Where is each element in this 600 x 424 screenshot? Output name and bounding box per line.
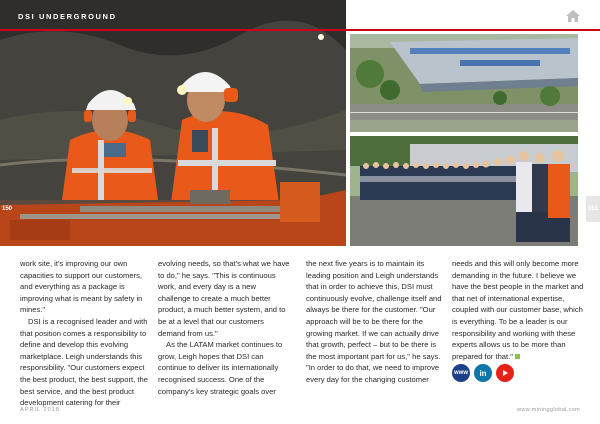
section-label: DSI UNDERGROUND xyxy=(18,12,117,21)
photo-team-group xyxy=(350,136,578,246)
paragraph: DSI is a recognised leader and with that position comes a responsibility to define and develop this evolving marketplace. Leigh understands this responsibility. "Our customers expect the best product, the best support, the best service, and the best product development catering for their xyxy=(20,316,148,408)
linkedin-icon-label: in xyxy=(479,368,487,378)
www-icon[interactable] xyxy=(452,364,470,382)
home-icon[interactable] xyxy=(565,9,581,23)
factory-illustration xyxy=(350,34,578,132)
page-number-right: 151 xyxy=(586,196,600,222)
youtube-icon[interactable] xyxy=(496,364,514,382)
article-column-3 xyxy=(306,258,442,386)
team-illustration xyxy=(350,136,578,246)
paragraph: As the LATAM market continues to grow, Leigh hopes that DSI can continue to deliver its internationally recognised success. One of the company's key strategic goals over xyxy=(158,340,283,396)
footer-website[interactable]: www.miningglobal.com xyxy=(517,407,580,413)
article-column-2 xyxy=(158,258,290,397)
paragraph: work site, it's improving our own capacities to support our customers, and everything as a package is improving what is meant by safety in mines." xyxy=(20,259,143,315)
photo-miners-underground xyxy=(0,0,346,246)
paragraph: evolving needs, so that's what we have to do," he says. "This is continuous work, and every day is a new challenge to create a much better product, a much better system, and to be at a level that our customers demand from us." xyxy=(158,259,290,338)
www-icon-label: www xyxy=(453,370,468,376)
footer-date: APRIL 2018 xyxy=(20,407,60,413)
page-number-left: 150 xyxy=(1,206,12,212)
photo-factory-aerial xyxy=(350,34,578,132)
paragraph-text: needs and this will only become more demanding in the future. I believe we have the best people in the market and that net of international expertise, coupled with our customer base, which is everything. To be a leader is our responsibility and working with these experts allows us to be more than prepared for that." xyxy=(452,259,584,361)
article-column-4 xyxy=(452,258,586,362)
miners-illustration xyxy=(0,0,346,246)
header-rule xyxy=(0,29,600,31)
paragraph: the next five years is to maintain its leading position and Leigh understands that in order to achieve this, DSI must continuously evolve, challenge itself and always be there for the customer. "Our approach will be to be there for the growing market. If we can actually drive that growth, perfect – but to be there is the most important part for us," he says. "In order to do that, we need to improve every day for the changing customer xyxy=(306,259,442,384)
linkedin-icon[interactable] xyxy=(474,364,492,382)
end-of-article-mark xyxy=(515,354,520,359)
paragraph xyxy=(452,258,586,362)
article-column-1 xyxy=(20,258,152,409)
